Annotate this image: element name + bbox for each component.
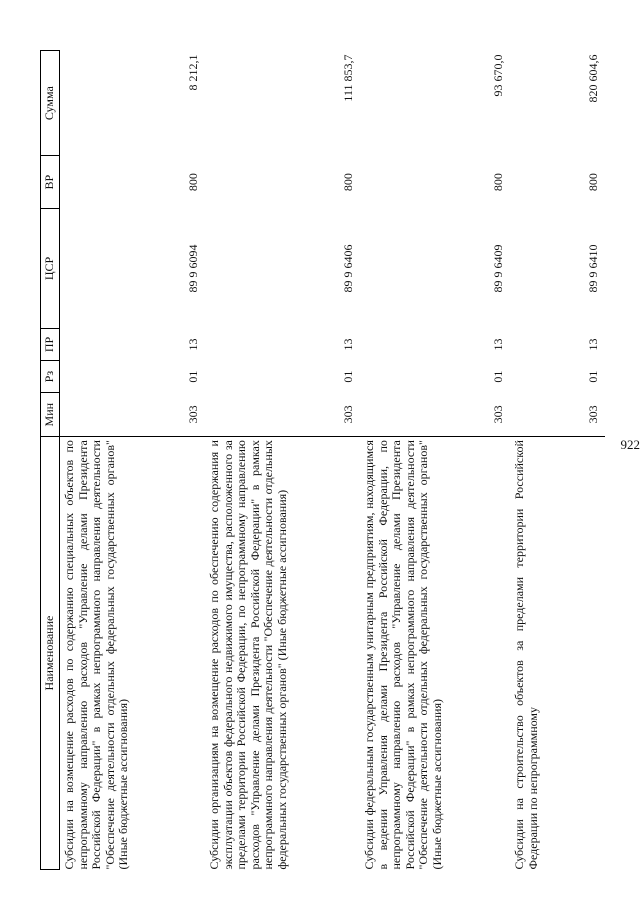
row-min: 303 [341, 405, 356, 424]
table-row [360, 51, 510, 870]
row-min: 303 [586, 405, 601, 424]
header-csr: ЦСР [41, 208, 60, 328]
row-csr: 89 9 6094 [186, 244, 201, 293]
row-vr: 800 [491, 173, 506, 192]
table-row [510, 51, 605, 870]
header-rz: Рз [41, 361, 60, 393]
row-sum: 111 853,7 [341, 54, 356, 102]
row-min: 303 [186, 405, 201, 424]
table-row [205, 51, 360, 870]
row-pr: 13 [491, 338, 506, 351]
row-vr: 800 [586, 173, 601, 192]
row-sum: 93 670,0 [491, 54, 506, 97]
budget-table [40, 50, 605, 870]
row-rz: 01 [491, 370, 506, 383]
row-csr: 89 9 6410 [586, 244, 601, 293]
table-header-row [41, 51, 60, 870]
header-sum: Сумма [41, 51, 60, 156]
row-pr: 13 [586, 338, 601, 351]
row-sum: 8 212,1 [186, 54, 201, 91]
row-rz: 01 [186, 370, 201, 383]
page-number: 922 [620, 437, 640, 452]
row-csr: 89 9 6409 [491, 244, 506, 293]
row-name: Субсидии на строительство объектов за пределами территории Российской Федерации по непрограммному [510, 437, 605, 870]
header-name: Наименование [41, 437, 60, 870]
row-rz: 01 [341, 370, 356, 383]
header-vr: ВР [41, 156, 60, 209]
row-pr: 13 [186, 338, 201, 351]
row-vr: 800 [341, 173, 356, 192]
row-name: Субсидии на возмещение расходов по содержанию специальных объектов по непрограммному направлению расходов "Управление делами Президента Российской Федерации" в рамках непрограммного направления деятельности "Обеспечение деятельности отдельных федеральных государственных органов" (Иные бюджетные ассигнования) [60, 437, 206, 870]
row-vr: 800 [186, 173, 201, 192]
rotated-page-content [40, 50, 600, 870]
row-sum: 820 604,6 [586, 54, 601, 103]
header-pr: ПР [41, 328, 60, 360]
row-name: Субсидии федеральным государственным унитарным предприятиям, находящимся в ведении Управления делами Президента Российской Федерации, по непрограммному направлению расходов "Управление делами Президента Российской Федерации" в рамках непрограммного направления деятельности "Обеспечение деятельности отдельных федеральных государственных органов" (Иные бюджетные ассигнования) [360, 437, 510, 870]
header-min: Мин [41, 393, 60, 437]
table-row [60, 51, 206, 870]
row-name: Субсидии организациям на возмещение расходов по обеспечению содержания и эксплуатации объектов федерального недвижимого имущества, расположенного за пределами территории Российской Федерации, по непрограммному направлению расходов "Управление делами Президента Российской Федерации" в рамках непрограммного направления деятельности "Обеспечение деятельности отдельных федеральных государственных органов" (Иные бюджетные ассигнования) [205, 437, 360, 870]
row-csr: 89 9 6406 [341, 244, 356, 293]
row-min: 303 [491, 405, 506, 424]
row-pr: 13 [341, 338, 356, 351]
row-rz: 01 [586, 370, 601, 383]
